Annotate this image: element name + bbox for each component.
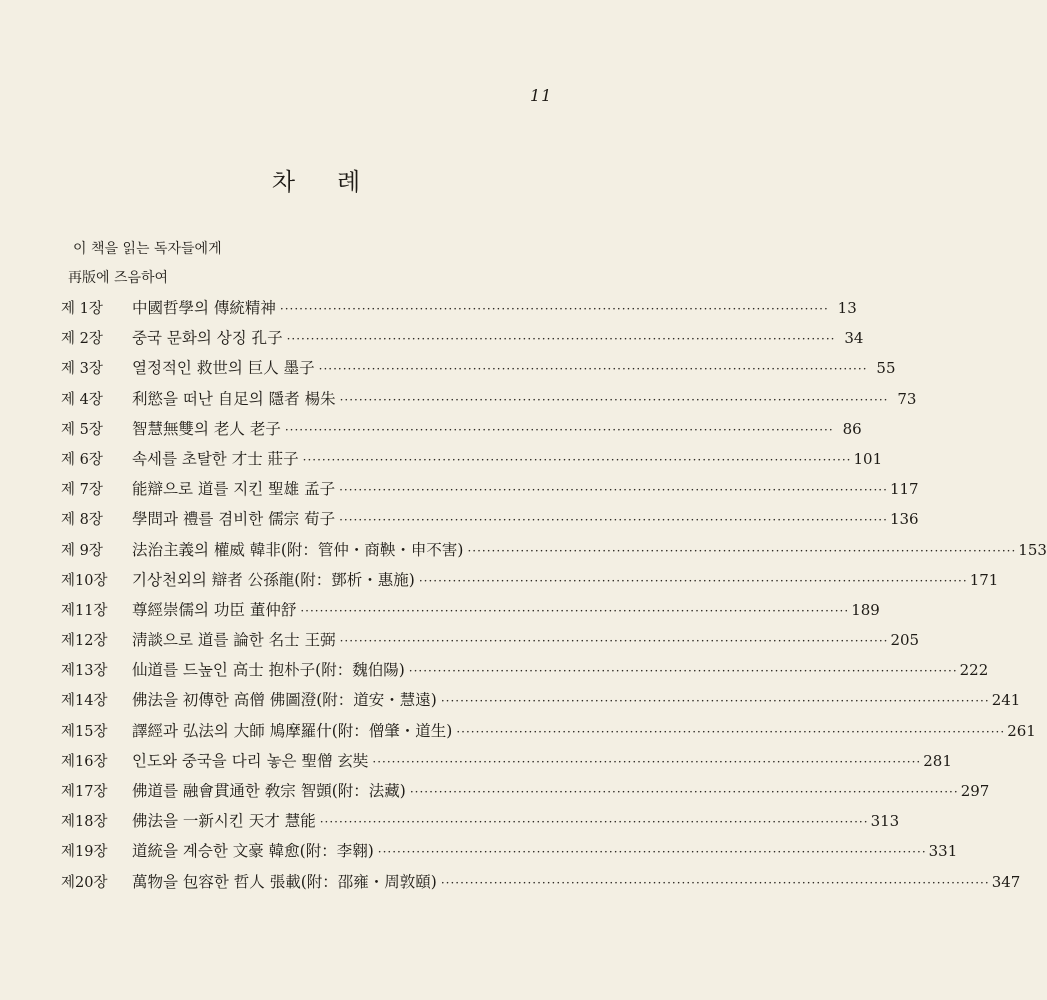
chapter-page: 136	[889, 510, 919, 529]
chapter-number: 제16장	[61, 753, 108, 770]
toc-entry[interactable]	[61, 719, 1036, 749]
page-title: 차례	[271, 168, 403, 196]
chapter-page: 189	[851, 600, 880, 619]
chapter-page: 55	[876, 359, 896, 378]
chapter-title: 중국 문화의 상징 孔子	[132, 329, 283, 348]
chapter-title: 能辯으로 道를 지킨 聖雄 孟子	[132, 480, 336, 499]
dot-leader	[339, 483, 888, 497]
chapter-page: 313	[870, 812, 900, 831]
chapter-number: 제17장	[61, 784, 108, 800]
chapter-number: 제10장	[61, 572, 108, 589]
dot-leader	[467, 544, 1016, 558]
chapter-number: 제 5장	[61, 421, 103, 438]
toc-entry[interactable]	[61, 688, 1021, 718]
dot-leader	[280, 302, 829, 316]
chapter-page: 34	[844, 329, 864, 348]
chapter-page: 205	[890, 631, 920, 650]
toc-entry[interactable]	[61, 658, 989, 688]
chapter-number: 제 2장	[61, 331, 103, 348]
dot-leader	[303, 453, 852, 467]
toc-entry[interactable]	[61, 387, 917, 417]
toc-entry[interactable]	[61, 628, 920, 658]
chapter-number: 제 1장	[61, 301, 103, 317]
front-matter-item-preface[interactable]: 이 책을 읽는 독자들에게	[73, 241, 222, 257]
toc-entry[interactable]	[61, 356, 896, 386]
chapter-title: 道統을 계승한 文豪 韓愈(附：李翱)	[132, 842, 374, 861]
chapter-title: 利慾을 떠난 自足의 隱者 楊朱	[132, 389, 336, 408]
toc-entry[interactable]	[61, 417, 862, 447]
chapter-title: 佛法을 一新시킨 天才 慧能	[132, 812, 316, 831]
toc-entry[interactable]	[61, 749, 952, 779]
chapter-title: 佛道를 融會貫通한 敎宗 智顗(附：法藏)	[132, 782, 406, 800]
chapter-number: 제 3장	[61, 361, 103, 378]
front-matter-item-reprint-note[interactable]: 再版에 즈음하여	[68, 270, 169, 286]
chapter-title: 中國哲學의 傳統精神	[132, 299, 276, 317]
chapter-number: 제12장	[61, 633, 108, 650]
dot-leader	[419, 574, 968, 588]
dot-leader	[319, 362, 868, 376]
chapter-number: 제 9장	[61, 542, 103, 559]
chapter-number: 제14장	[61, 693, 108, 710]
chapter-title: 萬物을 包容한 哲人 張載(附：邵雍・周敦頤)	[132, 872, 437, 891]
dot-leader	[340, 634, 889, 648]
toc-entry[interactable]	[61, 870, 1021, 900]
chapter-page: 13	[837, 299, 857, 317]
dot-leader	[339, 513, 888, 527]
dot-leader	[378, 845, 927, 859]
dot-leader	[441, 694, 990, 708]
chapter-title: 仙道를 드높인 高士 抱朴子(附：魏伯陽)	[132, 661, 405, 680]
chapter-page: 261	[1007, 721, 1036, 740]
chapter-page: 86	[842, 419, 862, 438]
toc-entry[interactable]	[61, 598, 880, 628]
chapter-title: 기상천외의 辯者 公孫龍(附：鄧析・惠施)	[132, 570, 415, 589]
toc-entry[interactable]	[61, 477, 919, 507]
chapter-title: 인도와 중국을 다리 놓은 聖僧 玄奘	[132, 751, 369, 770]
toc-entry[interactable]	[61, 839, 958, 869]
chapter-title: 智慧無雙의 老人 老子	[132, 419, 281, 438]
dot-leader	[287, 332, 836, 346]
chapter-number: 제18장	[61, 814, 108, 831]
dot-leader	[409, 664, 958, 678]
chapter-title: 속세를 초탈한 才士 莊子	[132, 449, 299, 468]
chapter-number: 제19장	[61, 844, 108, 861]
toc-entry[interactable]	[61, 296, 857, 326]
table-of-contents	[61, 296, 1047, 900]
chapter-title: 佛法을 初傳한 高僧 佛圖澄(附：道安・慧遠)	[132, 691, 437, 710]
chapter-number: 제20장	[61, 874, 108, 891]
dot-leader	[285, 423, 834, 437]
toc-entry[interactable]	[61, 326, 864, 356]
chapter-number: 제15장	[61, 723, 108, 740]
chapter-title: 法治主義의 權威 韓非(附：管仲・商鞅・申不害)	[132, 540, 464, 559]
dot-leader	[320, 815, 869, 829]
chapter-page: 101	[853, 449, 883, 468]
toc-entry[interactable]	[61, 538, 1047, 568]
chapter-page: 281	[923, 751, 952, 770]
chapter-number: 제13장	[61, 663, 108, 680]
page-number: 11	[530, 86, 553, 105]
chapter-number: 제 6장	[61, 451, 103, 468]
chapter-page: 73	[897, 389, 917, 408]
toc-entry[interactable]	[61, 447, 883, 477]
chapter-number: 제11장	[61, 602, 108, 619]
dot-leader	[441, 876, 990, 890]
chapter-page: 297	[960, 782, 990, 800]
chapter-number: 제 4장	[61, 391, 103, 408]
chapter-title: 尊經崇儒의 功臣 董仲舒	[132, 600, 297, 619]
toc-entry[interactable]	[61, 568, 999, 598]
chapter-page: 117	[889, 480, 919, 499]
chapter-number: 제 7장	[61, 482, 103, 499]
dot-leader	[456, 725, 1005, 739]
chapter-page: 171	[969, 570, 999, 589]
toc-entry[interactable]	[61, 779, 990, 809]
chapter-page: 222	[959, 661, 989, 680]
chapter-page: 153	[1018, 540, 1047, 559]
chapter-number: 제 8장	[61, 512, 103, 529]
dot-leader	[300, 604, 849, 618]
toc-entry[interactable]	[61, 507, 919, 537]
chapter-page: 347	[991, 872, 1021, 891]
chapter-page: 331	[928, 842, 958, 861]
toc-entry[interactable]	[61, 809, 900, 839]
dot-leader	[340, 393, 889, 407]
chapter-title: 學問과 禮를 겸비한 儒宗 荀子	[132, 510, 336, 529]
chapter-title: 열정적인 救世의 巨人 墨子	[132, 359, 315, 378]
dot-leader	[372, 755, 921, 769]
chapter-title: 淸談으로 道를 論한 名士 王弼	[132, 631, 336, 650]
dot-leader	[410, 785, 959, 799]
chapter-page: 241	[991, 691, 1021, 710]
chapter-title: 譯經과 弘法의 大師 鳩摩羅什(附：僧肇・道生)	[132, 721, 453, 740]
